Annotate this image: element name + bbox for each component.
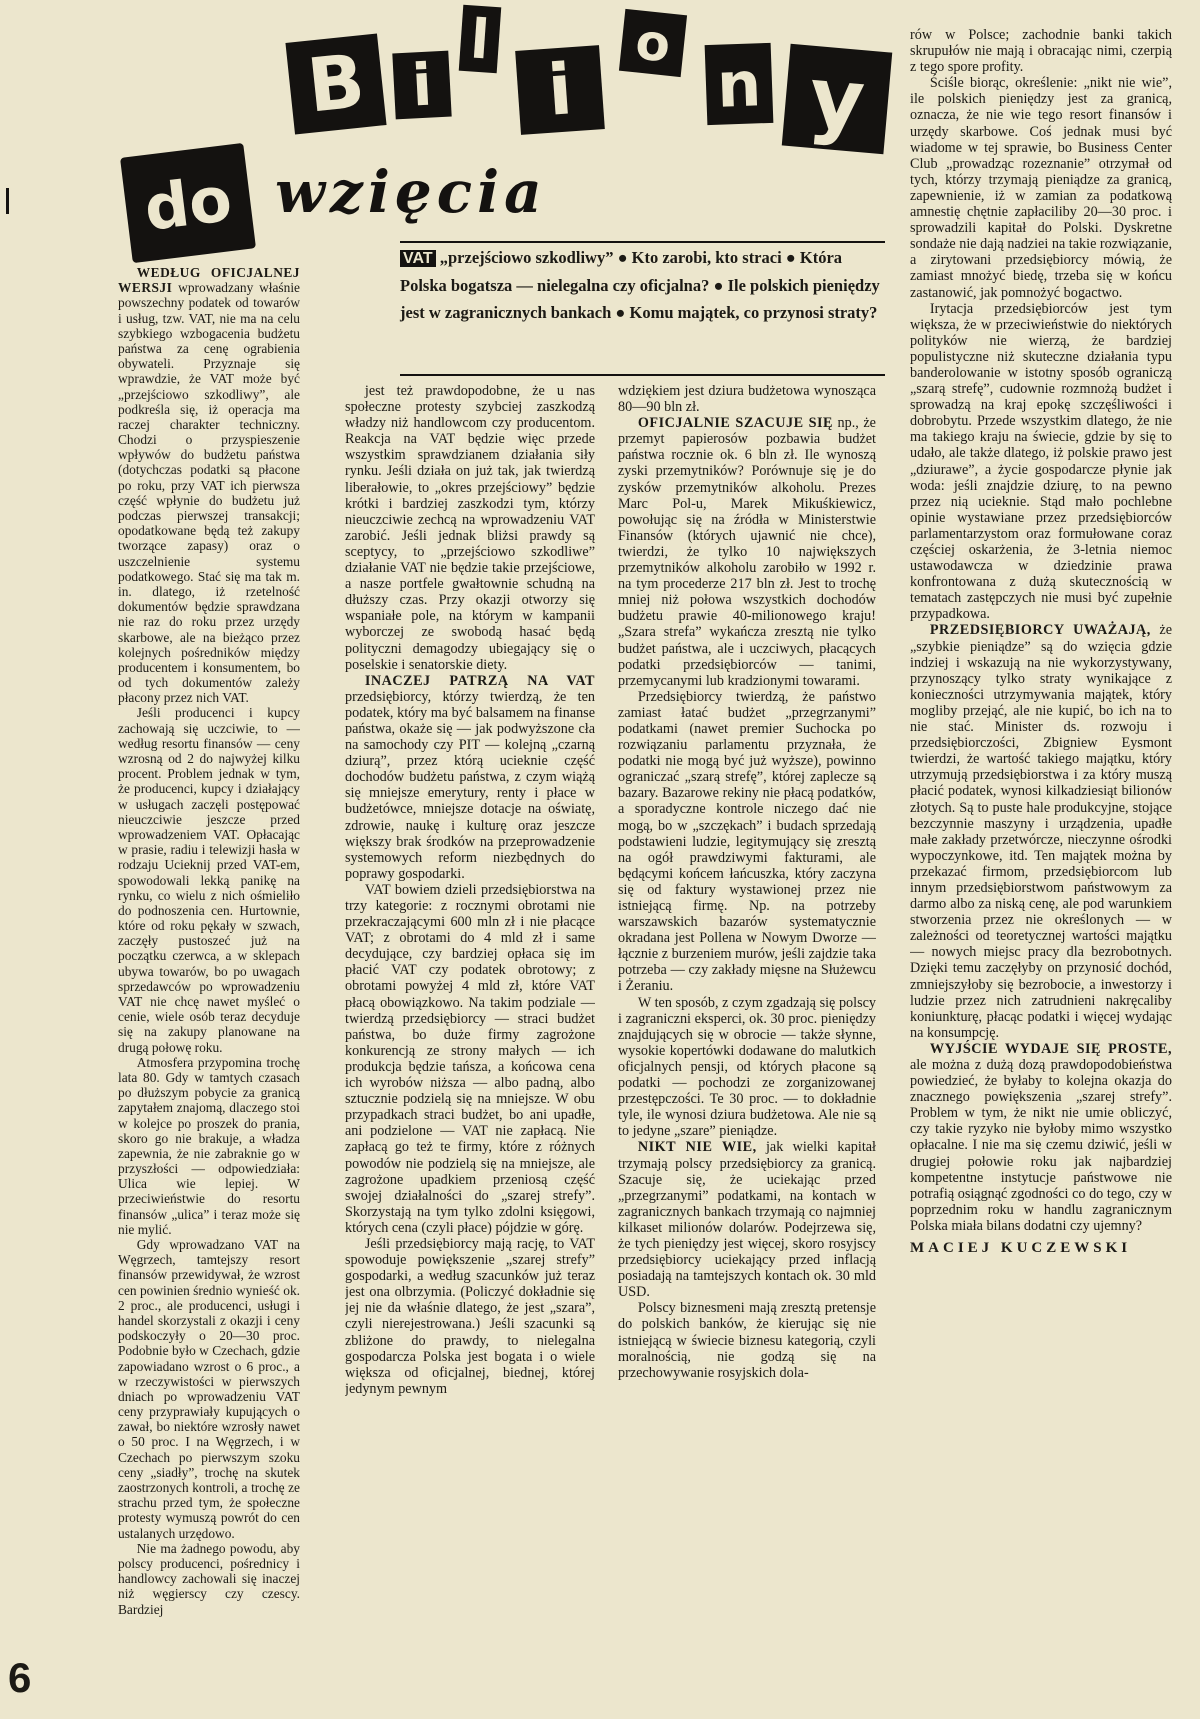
paragraph-lead-caps: OFICJALNIE SZACUJE SIĘ — [637, 415, 833, 432]
paragraph-lead-caps: NIKT NIE WIE, — [637, 1139, 757, 1156]
article-paragraph — [910, 75, 1172, 300]
paragraph-text: Irytacja przedsiębiorców jest tym większa, że w przeciwieństwie do niektórych polityków nie wierzą, że bardziej populistyczne niż skuteczne działania typu banderolowanie w istotny sposób ograniczą „szarą strefę”, cudownie rozmnożą budżet i sprowadzą na kraj epokę szczęśliwości i dobrobytu. Przede wszystkim dlatego, że nie ma takiego kraju na świecie, gdzie by się to udało, ale także dlatego, iż polskie prawo jest „dziurawe”, a życie gospodarcze płynie jak woda: jeśli znajdzie dziurę, to na pewno przez nią ucieknie. Stąd mało pochlebne opinie wystawiane przez przedsiębiorców parlamentarzystom oraz formułowane coraz częściej oskarżenia, że 3-letnia niemoc ustawodawcza w dziedzinie prawa konfrontowana z dużą skutecznością w tematach zastępczych nie musi być zupełnie przypadkowa. — [910, 300, 1172, 623]
paragraph-lead-caps: PRZEDSIĘBIORCY UWAŻAJĄ, — [929, 622, 1151, 639]
article-paragraph — [118, 1237, 300, 1541]
article-paragraph — [618, 415, 876, 689]
paragraph-text: Polscy biznesmeni mają zresztą pretensje do polskich banków, że kierując się nie istniejącą w świecie biznesu kategorią, czyli moralnością, nie godzą się na przechowywanie rosyjskich dola- — [618, 1300, 876, 1381]
article-paragraph — [118, 1055, 300, 1237]
title-word: wzięcia — [275, 158, 547, 226]
article-paragraph — [910, 27, 1172, 75]
paragraph-text: Przedsiębiorcy twierdzą, że państwo zamiast łatać budżet „przegrzanymi” podatkami (nawet premier Suchocka po rozwiązaniu parlamentu przyznała, że podatki nie mogą być już wyższe), powinno ograniczać „szarą strefę”, której zaplecze są bazary. Bazarowe rekiny nie płacą podatków, a sporadyczne kontrole niczego dać nie mogą, bo w „szczękach” i budach sprzedają podstawieni ludzie, legitymujący się zresztą na ogół prawdziwymi fakturami, ale będącymi końcem łańcuszka, który zaczyna się od faktury wystawionej przez nie istniejącą firmę. Np. na potrzeby warszawskich bazarów systematycznie okradana jest Pollena w Nowym Dworze — łącznie z burzeniem murów, jeśli zajdzie taka potrzeba — czy zakłady mięsne na Służewcu i Żeraniu. — [618, 688, 876, 995]
paragraph-text: wdziękiem jest dziura budżetowa wynosząca 80—90 bln zł. — [618, 383, 876, 416]
title-letter-tile — [705, 43, 774, 125]
author-signature — [910, 1240, 1172, 1256]
paragraph-text: Atmosfera przypomina trochę lata 80. Gdy w tamtych czasach po dłuższym pobycie za granicą zapytałem znajomą, dlaczego stoi w kolejce po proszek do prania, skoro go nie brakuje, a władza zapewnia, że nie zabraknie go w przyszłości — odpowiedziała: Ulica wie lepiej. W przeciwieństwie do resortu finansów „ulica” i teraz może się nie mylić. — [118, 1054, 300, 1237]
article-paragraph — [345, 673, 595, 882]
title-letter-tile — [782, 44, 893, 155]
article-paragraph — [910, 301, 1172, 623]
paragraph-lead-caps: WYJŚCIE WYDAJE SIĘ PROSTE, — [929, 1040, 1172, 1057]
lead-text: „przejściowo szkodliwy” ● Kto zarobi, kto straci ● Która Polska bogatsza — nielegalna czy oficjalna? ● Ile polskich pieniędzy jest w zagranicznych bankach ● Komu majątek, co przynosi straty? — [400, 248, 880, 322]
title-letter-tile — [459, 5, 502, 73]
article-paragraph — [618, 995, 876, 1140]
paragraph-text: że „szybkie pieniądze” są do wzięcia gdzie indziej i wskazują na nie wykorzystywany, przynoszący tylko straty wynikające z konieczności utrzymywania majątek, który mogliby przejąć, ale nie kupić, bo ich na to nie stać. Minister ds. rozwoju i przedsiębiorczości, Zbigniew Eysmont twierdzi, że wartość takiego majątku, który utrzymują przedsiębiorstwa i za który muszą płacić podatek, wynosi kilkadziesiąt bilionów złotych. Są to puste hale produkcyjne, stojące bezczynnie maszyny i urządzenia, upadłe małe zakłady przetwórcze, nieczynne ośrodki wypoczynkowe, itd. Ten majątek można by przekazać firmom, przedsiębiorcom lub innym przedsiębiorstwom państwowym za darmo albo za niską cenę, ale pod warunkiem stworzenia przez nie określonych — w zależności od teoretycznej wartości majątku — nowych miejsc pracy dla bezrobotnych. Dzięki temu zaczęłyby on przynosić dochód, zmniejszyłoby się bezrobocie, a inwestorzy i ludzie przez nich zatrudnieni nakręcaliby koniunkturę, płacąc podatki i więcej wydając na konsumpcję. — [910, 622, 1172, 1041]
article-paragraph — [118, 1541, 300, 1617]
paragraph-text: rów w Polsce; zachodnie banki takich skrupułów nie mają i obracając nimi, czerpią z tego spore profity. — [910, 27, 1172, 76]
article-paragraph — [618, 1300, 876, 1380]
paragraph-text: Jeśli producenci i kupcy zachowają się uczciwie, to — według resortu finansów — ceny wzrosną od 2 do najwyżej kilku procent. Problem jednak w tym, że producenci, kupcy i działający w usługach zaczęli postępować nieuczciwie jeszcze przed wprowadzeniem VAT. Opłacając w prasie, radiu i telewizji hasła w rodzaju Ucieknij przed VAT-em, spowodowali lekką panikę na rynku, co wielu z nich ośmieliło do podnoszenia cen. Hurtownie, które od roku pękały w szwach, zaczęły pustoszeć już na początku czerwca, a w sklepach ubywa towarów, bo po uwagach sprzedawców po wprowadzeniu VAT nie chcę nawet myśleć o cenie, wiele osób teraz decyduje się na zakupy planowane na drugą połowę roku. — [118, 705, 300, 1055]
article-paragraph — [910, 1041, 1172, 1234]
paragraph-text: przedsiębiorcy, którzy twierdzą, że ten podatek, który ma być balsamem na finanse państwa, okaże się — jak podwyższone cła na samochody czy PIT — kolejną „czarną dziurą”, przez którą ucieknie część dochodów budżetu państwa, z czym wiążą się mniejsze emerytury, renty i płace w budżetówce, mniejsze dotacje na oświatę, zdrowie, naukę i kulturę oraz jeszcze większy brak środków na przeprowadzenie systemowych reform niezbędnych do poprawy gospodarki. — [345, 688, 595, 882]
lead-paragraph — [400, 244, 885, 326]
paragraph-text: jest też prawdopodobne, że u nas społeczne protesty szybciej zaszkodzą władzy niż handlowcom czy producentom. Reakcja na VAT będzie więc przede wszystkim sprawdzianem działania siły rynku. Jeśli działa on już tak, jak twierdzą liberałowie, to „okres przejściowy” będzie krótki i bardziej zaszkodzi tym, którzy nieuczciwie zechcą na wprowadzeniu VAT zarobić. Jeśli jednak bliżsi prawdy są sceptycy, to „przejściowo szkodliwe” działanie VAT nie będzie takie przejściowe, a nasze portfele gwałtownie schudną na dłuższy czas. Przy okazji otworzy się wspaniałe pole, na którym w kampanii wyborczej ze swobodą hasać będą polityczni demagodzy ubiegający się o poselskie i senatorskie diety. — [345, 383, 595, 673]
article-paragraph — [618, 1139, 876, 1300]
paragraph-text: VAT bowiem dzieli przedsiębiorstwa na trzy kategorie: z rocznymi obrotami nie przekraczającymi 600 mln zł i nie płacące VAT; z obrotami do 4 mld zł i same decydujące, czy bardziej opłaca się im płacić VAT czy podatek obrotowy; z obrotami powyżej 4 mld zł, które VAT płacą obowiązkowo. Na takim podziale — twierdzą przedsiębiorcy — straci budżet państwa, bo duże firmy zagrożone konkurencją ze strony małych — ich produkcja będzie tańsza, a końcowa cena ich wyrobów niższa — albo padną, albo sztucznie podzielą się na mniejsze. W obu przypadkach straci budżet, bo ani upadłe, ani podzielone — VAT nie zapłacą. Nie zapłacą go też te firmy, które z różnych powodów nie podzielą się na mniejsze, ale zagrożone upadkiem przeniosą część swojej działalności do „szarej strefy”. Skorzystają na tym tylko zdolni księgowi, których cena (czyli płace) pójdzie w górę. — [345, 881, 595, 1236]
article-paragraph — [345, 383, 595, 673]
title-letter-tile — [285, 33, 386, 134]
paragraph-lead-caps: INACZEJ PATRZĄ NA VAT — [364, 672, 595, 689]
page-number: 6 — [8, 1654, 32, 1701]
title-letter: y — [805, 47, 869, 151]
title-letter-tile — [515, 45, 605, 135]
paragraph-text: jak wielki kapitał trzymają polscy przedsiębiorcy za granicą. Szacuje się, że uciekając przed „przegrzanymi” podatkami, na kontach w zagranicznych bankach trzymają co najmniej kilkaset milionów dolarów. Podejrzewa się, że tych pieniędzy jest więcej, skoro rosyjscy przedsiębiorcy uciekający przed inflacją posiadają na tamtejszych kontach ok. 30 mld USD. — [618, 1139, 876, 1301]
vat-badge: VAT — [400, 250, 436, 267]
paragraph-text: Gdy wprowadzano VAT na Węgrzech, tamtejszy resort finansów przewidywał, że wzrost cen powinien średnio wynieść ok. 2 proc., ale producenci, usługi i handel skorzystali z okazji i ceny podskoczyły o 20—30 proc. Podobnie było w Czechach, gdzie zapowiadano wzrost o 6 proc., a w rzeczywistości w pierwszych dniach po wprowadzeniu VAT ceny przyprawiały kupujących o zawał, bo niektóre wzrosły nawet o 50 proc. I na Węgrzech, i w Czechach po pierwszym szoku ceny „siadły”, trochę na skutek zaostrzonych kontroli, a trochę ze strachu przed tym, że społeczne protesty wymuszą powrót do cen ustalanych urzędowo. — [118, 1237, 300, 1541]
title-letter: l — [468, 6, 492, 72]
title-letter: i — [410, 50, 434, 120]
lead-bottom-rule — [400, 374, 885, 376]
title-letter-tile — [619, 9, 687, 77]
title-letter-tile — [392, 51, 451, 120]
lead-top-rule — [400, 241, 885, 243]
title-do-tile — [120, 143, 256, 263]
paragraph-text: ale można z dużą dozą prawdopodobieństwa powiedzieć, że byłaby to kolejna okazja do znacznego powiększenia „szarej strefy”. Problem w tym, że nikt nie umie obliczyć, czy takie ryzyko nie byłoby mimo wszystko opłacalne. I nie ma się czemu dziwić, jeśli w drugiej połowie roku jak najbardziej kompetentne instytucje państwowe nie potrafią osiągnąć zgodności co do tego, czy w poprzednim roku w handlu zagranicznym Polska miała bilans dodatni czy ujemny? — [910, 1057, 1172, 1234]
title-do: do — [140, 161, 236, 245]
paragraph-text: np., że przemyt papierosów pozbawia budżet państwa rocznie ok. 6 bln zł. Ile wynoszą zyski przemytników? Porównuje się je do zysków przemytników alkoholu. Prezes Marc Pol-u, Marek Mikuśkiewicz, powołując się na źródła w Ministerstwie Finansów (których ujawnić nie chce), twierdzi, że tylko 10 największych przemytników alkoholu zarobiło w 1992 r. na tym procederze 217 bln zł. Jest to trochę mniej niż połowa wszystkich dochodów budżetu prawie 40-milionowego kraju! „Szara strefa” wykańcza zresztą nie tylko budżet państwa, ale i uczciwych, płacących podatki przedsiębiorców — tanimi, przemycanymi lub kradzionymi towarami. — [618, 415, 876, 689]
article-paragraph — [345, 882, 595, 1236]
paragraph-text: Jeśli przedsiębiorcy mają rację, to VAT spowoduje powiększenie „szarej strefy” gospodarki, a według szacunków już teraz jest ona olbrzymia. (Policzyć dokładnie się jej nie da właśnie dlatego, że jest „szara”, czyli nierejestrowana.) Jeśli szacunki są zbliżone do prawdy, to nielegalna gospodarcza Polska jest bogata i o wiele większa od oficjalnej, biednej, której jedynym pewnym — [345, 1235, 595, 1397]
paragraph-text: Ściśle biorąc, określenie: „nikt nie wie”, ile polskich pieniędzy jest za granicą, oznacza, że nie wie tego resort finansów i urzędy skarbowe. Coś jednak musi być wiadome w tej sprawie, bo Business Center Club „prowadząc rozeznanie” otrzymał od tych, którzy trzymają pieniądze za granicą, zapewnienie, iż w zamian za podatkową amnestię chętnie zapłaciliby 20—30 proc. i sprowadzili kapitał do Polski. Dyskretne sondaże nie dają nadziei na takie rozwiązanie, a zirytowani przedsiębiorcy mówią, że zamiast mnożyć biedę, trzeba się w końcu zastanowić, jak pomnożyć bogactwo. — [910, 75, 1172, 301]
title-letter: n — [715, 46, 763, 122]
article-paragraph — [618, 383, 876, 415]
article-column-4 — [910, 27, 1172, 1657]
title-letter: B — [303, 38, 369, 130]
paragraph-lead-caps: WEDŁUG OFICJALNEJ WERSJI — [118, 265, 300, 296]
title-letter: i — [545, 48, 575, 132]
article-paragraph — [118, 705, 300, 1054]
paragraph-text: wprowadzany właśnie powszechny podatek od towarów i usług, tzw. VAT, nie ma na celu szybkiego wzbogacenia budżetu państwa za cenę ograbienia obywateli. Przyznaje się wprawdzie, że VAT może być „przejściowo szkodliwy”, ale podkreśla się, iż operacja ma raczej charakter techniczny. Chodzi o przyspieszenie wpływów do budżetu państwa (dotychczas podatki są płacone po roku, przy VAT ich pierwsza część wpłynie do budżetu już podczas pierwszej transakcji; opodatkowane będą też zakupy tworzące zapasy) oraz o uszczelnienie systemu podatkowego. Stać się ma tak m. in. dlatego, iż rzetelność dokumentów będzie sprawdzana nie raz do roku przez urzędy skarbowe, ale na bieżąco przez kolejnych pośredników między producentem i konsumentem, bo od tych dokumentów zależy płacony przez nich VAT. — [118, 280, 300, 706]
paragraph-text: Nie ma żadnego powodu, aby polscy producenci, pośrednicy i handlowcy zachowali się inaczej niż węgierscy czy czescy. Bardziej — [118, 1540, 300, 1617]
article-paragraph — [118, 265, 300, 705]
article-paragraph — [618, 689, 876, 995]
article-column-3 — [618, 383, 876, 1673]
crop-mark — [6, 188, 9, 214]
paragraph-text: W ten sposób, z czym zgadzają się polscy i zagraniczni eksperci, ok. 30 proc. pieniędzy znajdujących się w obrocie — także słynne, wysokie kopertówki dodawane do malutkich oficjalnych pensji, od których płacone są podatki — pochodzi ze zorganizowanej przestępczości. Te 30 proc. — to dokładnie tyle, ile wynosi dziura budżetowa. Ale nie są to jedyne „szare” pieniądze. — [618, 994, 876, 1140]
article-paragraph — [910, 622, 1172, 1040]
title-letter: o — [632, 12, 674, 74]
article-column-1 — [118, 265, 300, 1645]
article-paragraph — [345, 1236, 595, 1397]
paragraph-text: MACIEJ KUCZEWSKI — [910, 1240, 1132, 1257]
article-column-2 — [345, 383, 595, 1673]
